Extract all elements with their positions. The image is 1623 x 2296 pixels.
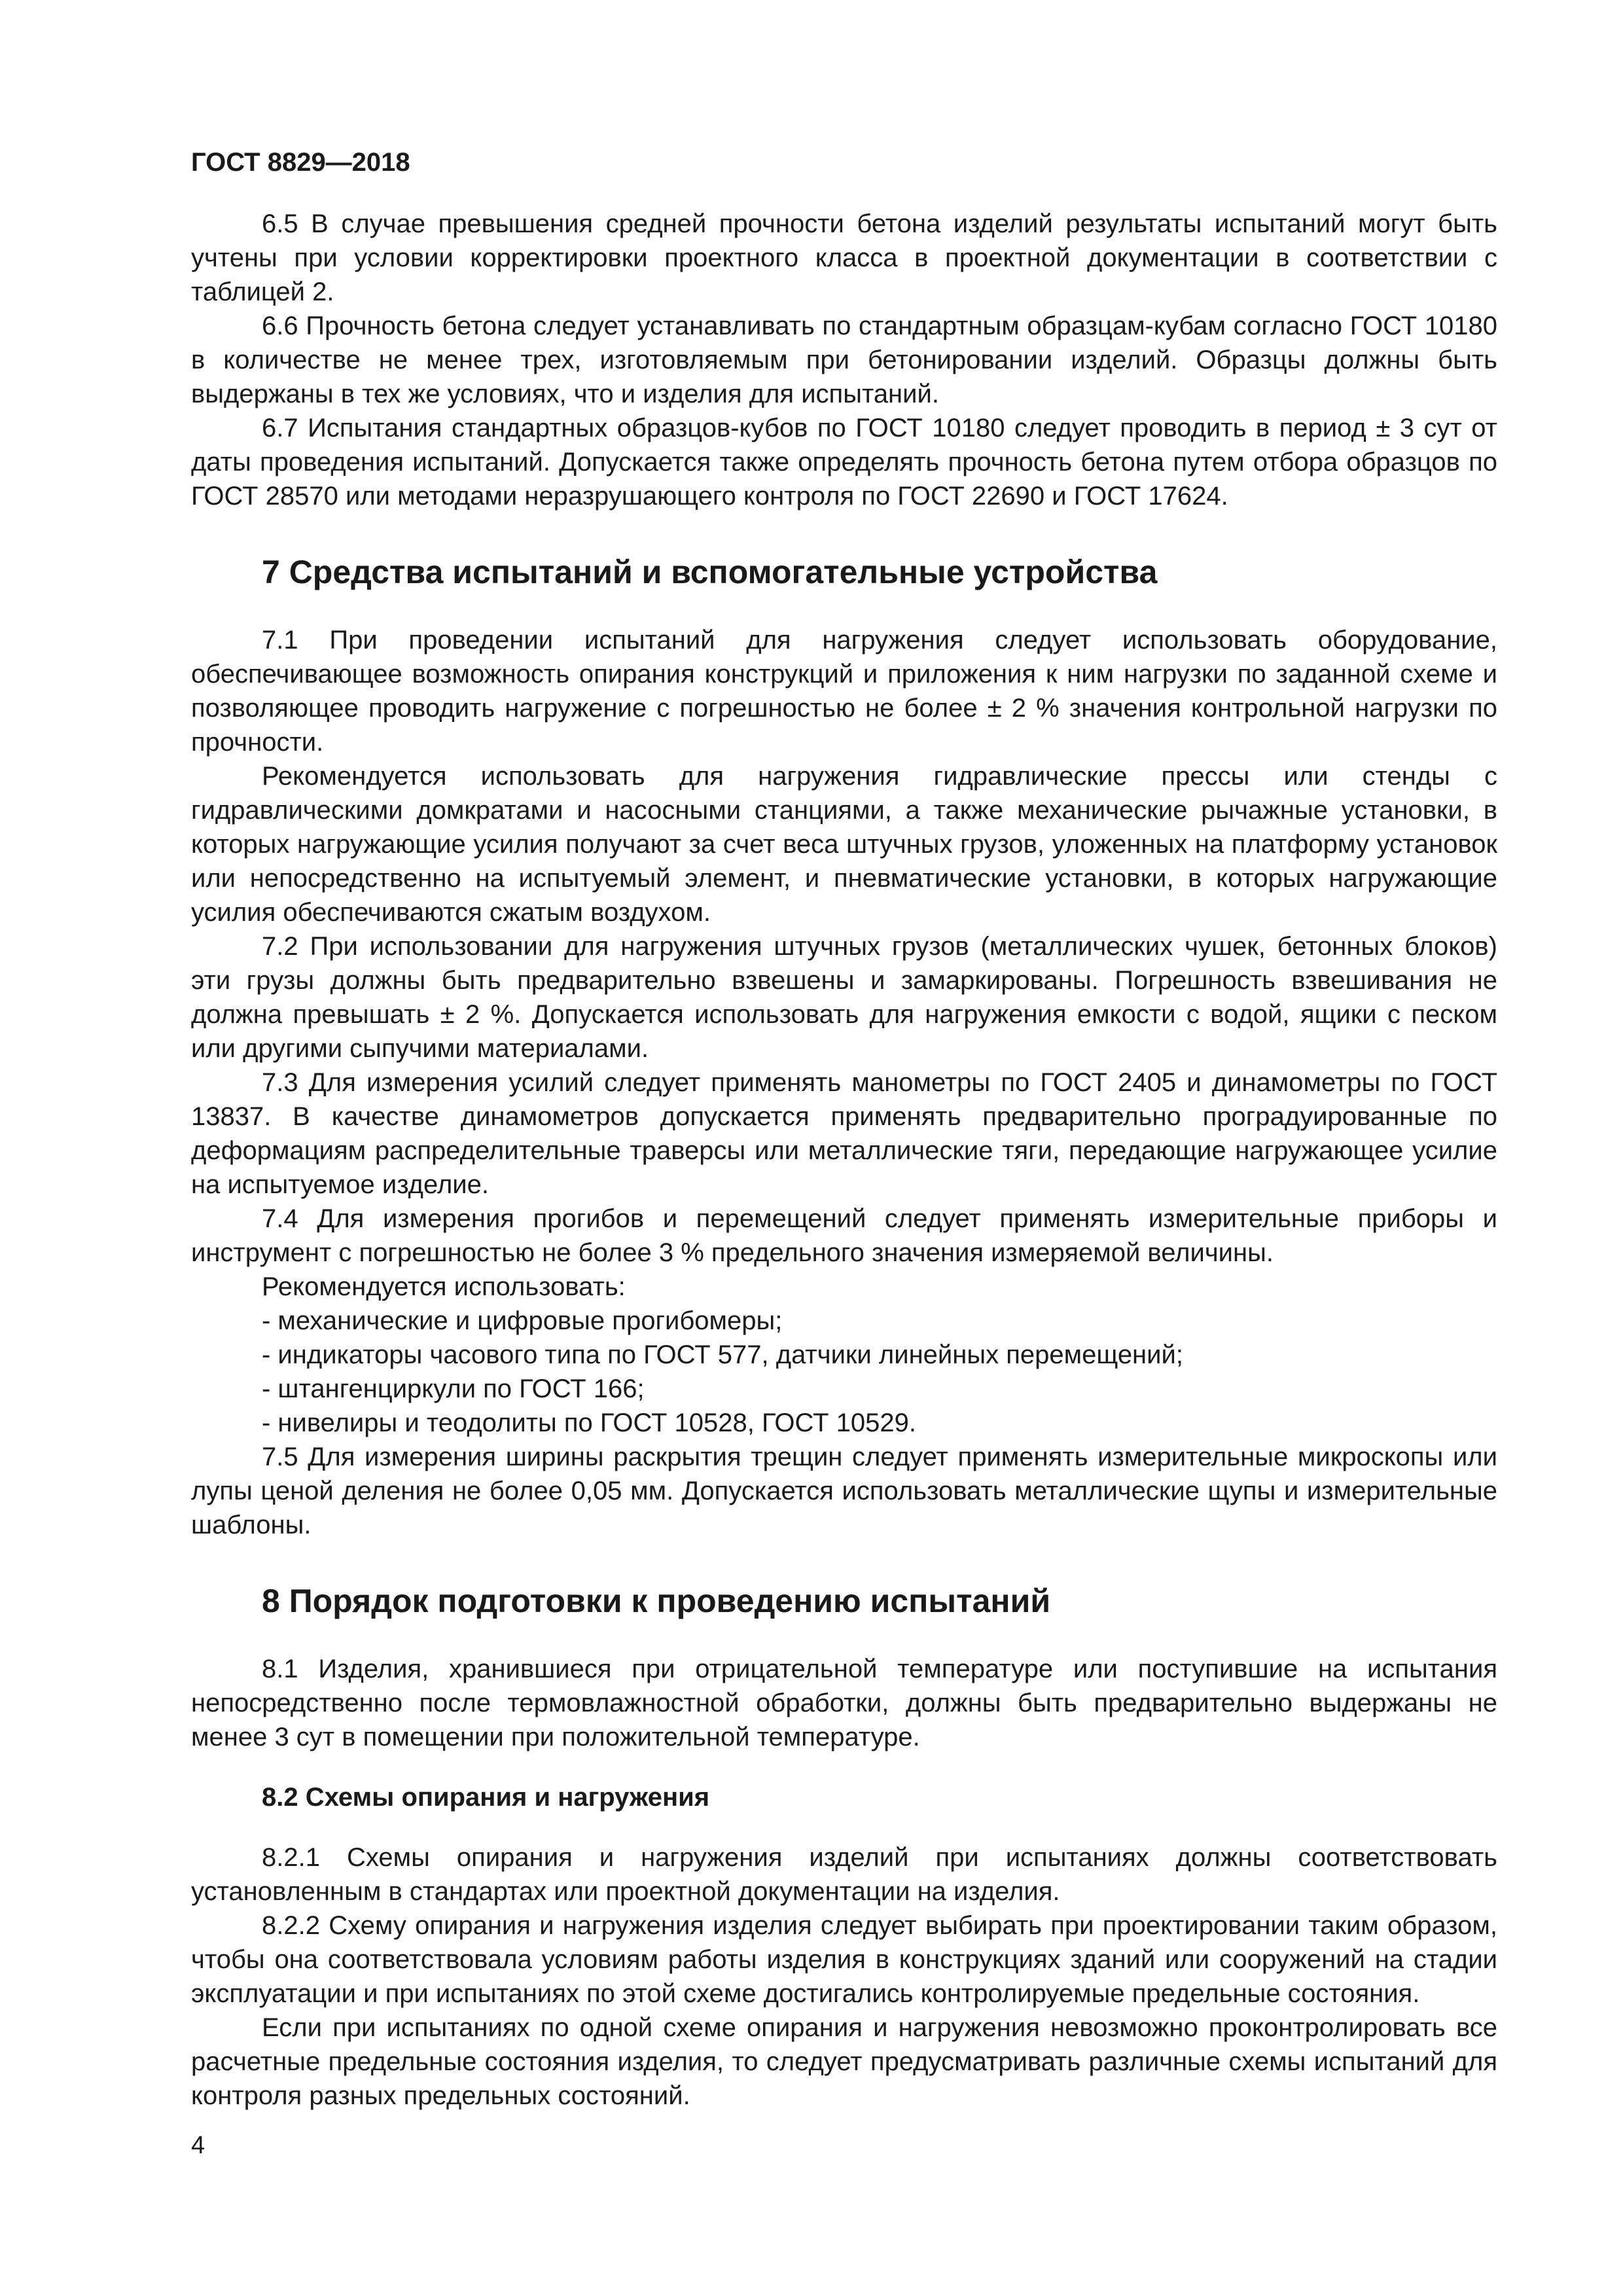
paragraph-7-5: 7.5 Для измерения ширины раскрытия трещин следует применять измерительные микроскопы или лупы ценой деления не более 0,05 мм. Допускается использовать металлические щупы и измерительные шаблоны. bbox=[191, 1443, 1497, 1539]
list-item: - штангенциркули по ГОСТ 166; bbox=[262, 1374, 645, 1403]
paragraph-7-4-recommendation: Рекомендуется использовать: bbox=[262, 1272, 626, 1301]
paragraph-6-6: 6.6 Прочность бетона следует устанавливать по стандартным образцам-кубам согласно ГОСТ 10180 в количестве не менее трех, изготовляемым при бетонировании изделий. Образцы должны быть выдержаны в тех же условиях, что и изделия для испытаний. bbox=[191, 312, 1497, 408]
section-7 bbox=[191, 623, 1497, 1542]
list-item: - механические и цифровые прогибомеры; bbox=[262, 1306, 783, 1335]
paragraph-7-1: 7.1 При проведении испытаний для нагружения следует использовать оборудование, обеспечивающее возможность опирания конструкций и приложения к ним нагрузки по заданной схеме и позволяющее проводить нагружение с погрешностью не более ± 2 % значения контрольной нагрузки по прочности. bbox=[191, 626, 1497, 757]
paragraph-6-5: 6.5 В случае превышения средней прочности бетона изделий результаты испытаний могут быть учтены при условии корректировки проектного класса в проектной документации в соответствии с таблицей 2. bbox=[191, 209, 1497, 306]
section-7-title: 7 Средства испытаний и вспомогательные устройства bbox=[262, 554, 1158, 590]
section-8 bbox=[191, 1652, 1497, 2113]
document-code: ГОСТ 8829—2018 bbox=[191, 148, 410, 177]
paragraph-7-4: 7.4 Для измерения прогибов и перемещений следует применять измерительные приборы и инструмент с погрешностью не более 3 % предельного значения измеряемой величины. bbox=[191, 1204, 1497, 1267]
paragraph-8-2-2: 8.2.2 Схему опирания и нагружения изделия следует выбирать при проектировании таким образом, чтобы она соответствовала условиям работы изделия в конструкциях зданий или сооружений на стадии эксплуатации и при испытаниях по этой схеме достигались контролируемые предельные состояния. bbox=[191, 1911, 1497, 2008]
subsection-8-2-title: 8.2 Схемы опирания и нагружения bbox=[262, 1783, 710, 1812]
list-item: - нивелиры и теодолиты по ГОСТ 10528, ГОСТ 10529. bbox=[262, 1408, 916, 1437]
page-number: 4 bbox=[191, 2132, 205, 2159]
paragraph-7-3: 7.3 Для измерения усилий следует применять манометры по ГОСТ 2405 и динамометры по ГОСТ 13837. В качестве динамометров допускается применять предварительно проградуированные по деформациям распределительные траверсы или металлические тяги, передающие нагружающее усилие на испытуемое изделие. bbox=[191, 1068, 1497, 1199]
paragraph-7-2: 7.2 При использовании для нагружения штучных грузов (металлических чушек, бетонных блоков) эти грузы должны быть предварительно взвешены и замаркированы. Погрешность взвешивания не должна превышать ± 2 %. Допускается использовать для нагружения емкости с водой, ящики с песком или другими сыпучими материалами. bbox=[191, 932, 1497, 1063]
paragraph-8-2-2-note: Если при испытаниях по одной схеме опирания и нагружения невозможно проконтролировать все расчетные предельные состояния изделия, то следует предусматривать различные схемы испытаний для контроля разных предельных состояний. bbox=[191, 2013, 1497, 2110]
paragraph-6-7: 6.7 Испытания стандартных образцов-кубов по ГОСТ 10180 следует проводить в период ± 3 сут от даты проведения испытаний. Допускается также определять прочность бетона путем отбора образцов по ГОСТ 28570 или методами неразрушающего контроля по ГОСТ 22690 и ГОСТ 17624. bbox=[191, 414, 1497, 511]
document-page bbox=[191, 144, 1497, 2162]
instrument-list bbox=[191, 1304, 1497, 1440]
list-item: - индикаторы часового типа по ГОСТ 577, датчики линейных перемещений; bbox=[262, 1340, 1183, 1369]
paragraph-7-1-recommendation: Рекомендуется использовать для нагружения гидравлические прессы или стенды с гидравлическими домкратами и насосными станциями, а также механические рычажные установки, в которых нагружающие усилия получают за счет веса штучных грузов, уложенных на платформу установок или непосредственно на испытуемый элемент, и пневматические установки, в которых нагружающие усилия обеспечиваются сжатым воздухом. bbox=[191, 762, 1497, 927]
paragraph-8-1: 8.1 Изделия, хранившиеся при отрицательной температуре или поступившие на испытания непосредственно после термовлажностной обработки, должны быть предварительно выдержаны не менее 3 сут в помещении при положительной температуре. bbox=[191, 1655, 1497, 1751]
section-8-title: 8 Порядок подготовки к проведению испытаний bbox=[262, 1583, 1051, 1619]
paragraph-8-2-1: 8.2.1 Схемы опирания и нагружения изделий при испытаниях должны соответствовать установленным в стандартах или проектной документации на изделия. bbox=[191, 1843, 1497, 1906]
section-6 bbox=[191, 207, 1497, 513]
